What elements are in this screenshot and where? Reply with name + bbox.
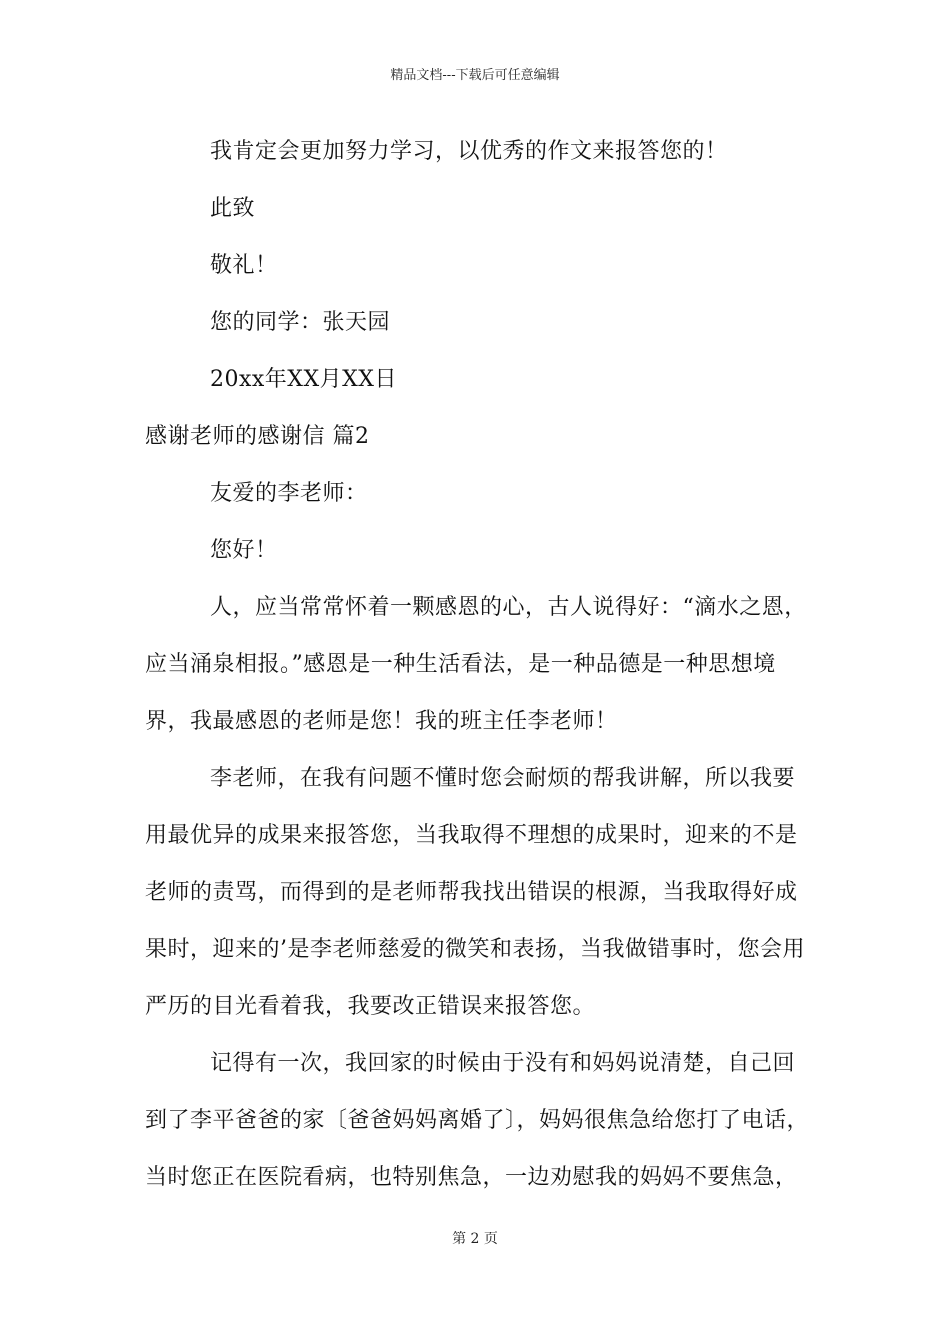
paragraph-line: 老师的责骂，而得到的是老师帮我找出错误的根源，当我取得好成 (145, 880, 798, 905)
greeting-recipient: 友爱的李老师： (210, 481, 368, 506)
greeting-hello: 您好！ (210, 538, 278, 563)
paragraph-line: 当时您正在医院看病，也特别焦急，一边劝慰我的妈妈不要焦急， (145, 1165, 798, 1190)
closing-sentence: 我肯定会更加努力学习，以优秀的作文来报答您的！ (210, 139, 728, 164)
paragraph-line: 到了李平爸爸的家〔爸爸妈妈离婚了〕，妈妈很焦急给您打了电话， (145, 1108, 810, 1133)
paragraph-line: 人，应当常常怀着一颗感恩的心，古人说得好：“滴水之恩， (210, 595, 807, 620)
paragraph-line: 果时，迎来的’是李老师慈爱的微笑和表扬，当我做错事时，您会用 (145, 937, 805, 962)
paragraph-line: 界，我最感恩的老师是您！我的班主任李老师！ (145, 709, 618, 734)
paragraph-line: 记得有一次，我回家的时候由于没有和妈妈说清楚，自己回 (210, 1051, 796, 1076)
salutation-cizhi: 此致 (210, 196, 256, 221)
date-line: 20xx年XX月XX日 (210, 367, 397, 392)
salutation-jingli: 敬礼！ (210, 253, 278, 278)
paragraph-line: 严历的目光看着我，我要改正错误来报答您。 (145, 994, 596, 1019)
paragraph-line: 用最优异的成果来报答您，当我取得不理想的成果时，迎来的不是 (145, 823, 798, 848)
signature: 您的同学：张天园 (210, 310, 391, 335)
page-number: 第 2 页 (452, 1231, 498, 1247)
section-title: 感谢老师的感谢信 篇2 (145, 424, 370, 449)
page-header: 精品文档---下载后可任意编辑 (390, 68, 560, 83)
paragraph-line: 应当涌泉相报。”感恩是一种生活看法，是一种品德是一种思想境 (145, 652, 776, 677)
paragraph-line: 李老师，在我有问题不懂时您会耐烦的帮我讲解，所以我要 (210, 766, 796, 791)
